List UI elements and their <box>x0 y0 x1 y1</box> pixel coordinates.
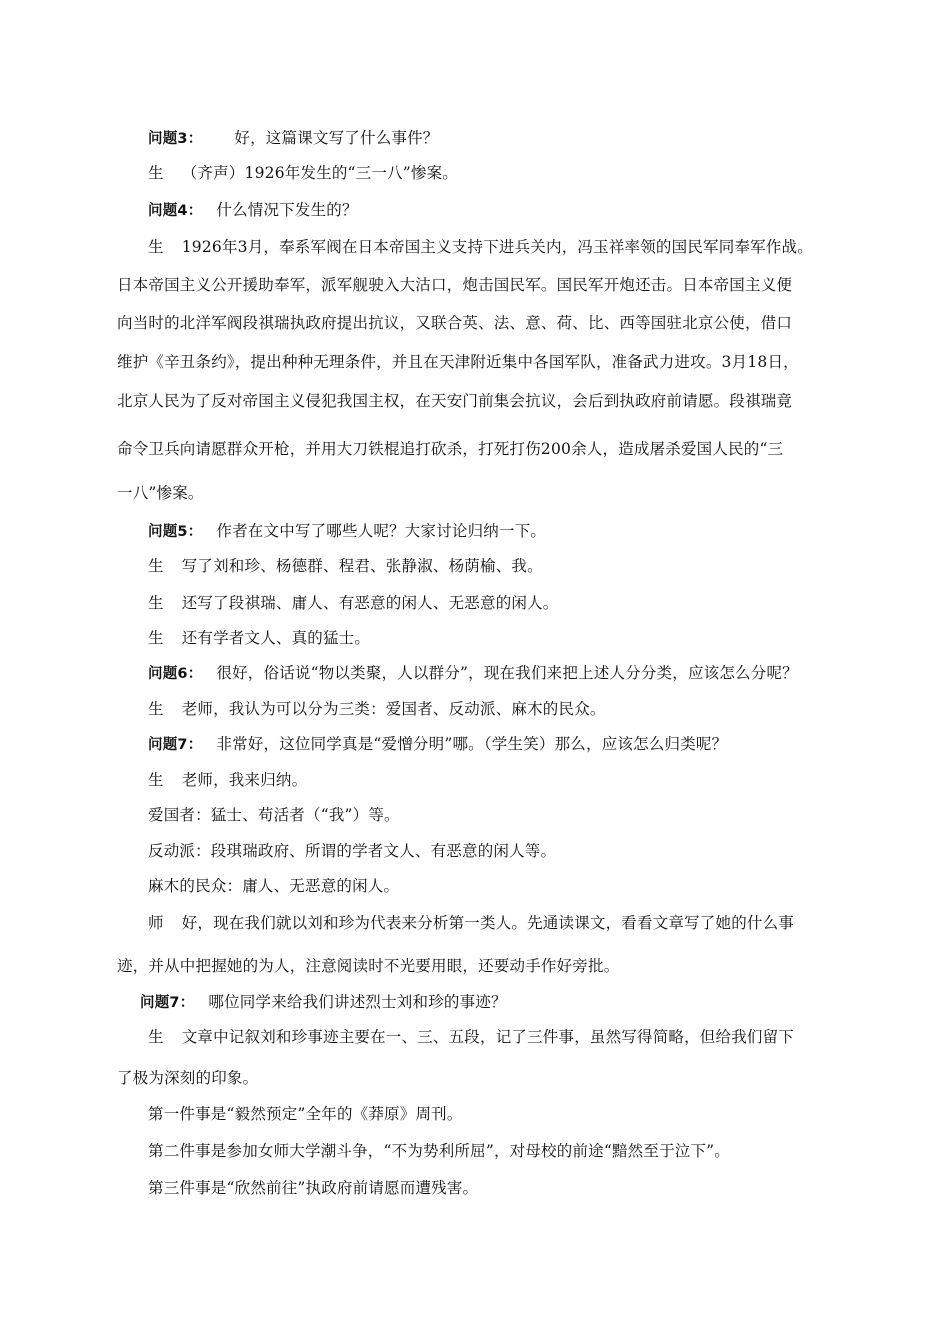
answer-3 <box>148 163 458 183</box>
event-first: 第一件事是“毅然预定”全年的《莽原》周刊。 <box>148 1105 463 1123</box>
answer-7b-line: 了极为深刻的印象。 <box>117 1069 259 1087</box>
answer-5b <box>148 593 559 613</box>
category-reactionaries: 反动派：段琪瑞政府、所谓的学者文人、有恶意的闲人等。 <box>148 842 557 860</box>
question-text: 哪位同学来给我们讲述烈士刘和珍的事迹？ <box>208 993 507 1011</box>
question-5 <box>148 521 546 542</box>
answer-4-line: 向当时的北洋军阀段祺瑞执政府提出抗议，又联合英、法、意、荷、比、西等国驻北京公使，借口 <box>117 314 793 332</box>
question-label: 问题5： <box>148 524 203 540</box>
question-7b <box>140 992 507 1013</box>
question-label: 问题6： <box>148 666 203 682</box>
speaker: 生 <box>148 557 164 575</box>
category-patriots: 爱国者：猛士、苟活者（“我”）等。 <box>148 806 400 824</box>
answer-7b-first-line <box>148 1027 794 1047</box>
speaker: 生 <box>148 629 164 647</box>
answer-text: 写了刘和珍、杨德群、程君、张静淑、杨荫榆、我。 <box>181 557 543 575</box>
speaker: 师 <box>148 914 164 932</box>
event-third: 第三件事是“欣然前往”执政府前请愿而遭残害。 <box>148 1179 479 1197</box>
question-label: 问题7： <box>148 737 203 753</box>
speaker: 生 <box>148 771 164 789</box>
event-second: 第二件事是参加女师大学潮斗争，“不为势利所屈”，对母校的前途“黯然至于泣下”。 <box>148 1142 730 1160</box>
speaker: 生 <box>148 594 164 612</box>
answer-7 <box>148 770 307 790</box>
question-text: 什么情况下发生的？ <box>216 201 358 219</box>
answer-4-line: 命令卫兵向请愿群众开枪，并用大刀铁棍追打砍杀，打死打伤200余人，造成屠杀爱国人民的“三 <box>117 440 784 458</box>
question-text: 作者在文中写了哪些人呢？大家讨论归纳一下。 <box>216 522 547 540</box>
answer-text: 老师，我认为可以分为三类：爱国者、反动派、麻木的民众。 <box>181 700 606 718</box>
question-4 <box>148 200 358 221</box>
question-text: 非常好，这位同学真是“爱憎分明”哪。（学生笑）那么，应该怎么归类呢？ <box>216 735 728 753</box>
answer-4-line: 北京人民为了反对帝国主义侵犯我国主权，在天安门前集会抗议，会后到执政府前请愿。段祺瑞竟 <box>117 392 793 410</box>
answer-text: 1926年3月，奉系军阀在日本帝国主义支持下进兵关内，冯玉祥率领的国民军同奉军作战。 <box>181 238 813 256</box>
question-label: 问题7： <box>140 995 195 1011</box>
answer-text: 文章中记叙刘和珍事迹主要在一、三、五段，记了三件事，虽然写得简略，但给我们留下 <box>181 1028 795 1046</box>
question-6 <box>148 663 798 684</box>
answer-text: 还写了段祺瑞、庸人、有恶意的闲人、无恶意的闲人。 <box>181 594 559 612</box>
teacher-remark-first-line <box>148 913 794 933</box>
question-3 <box>148 128 439 149</box>
answer-4-line: 维护《辛丑条约》，提出种种无理条件，并且在天津附近集中各国军队，准备武力进攻。3月18日， <box>117 353 799 371</box>
teacher-text: 好，现在我们就以刘和珍为代表来分析第一类人。先通读课文，看看文章写了她的什么事 <box>181 914 795 932</box>
answer-5a <box>148 556 543 576</box>
answer-4-line: 一八”惨案。 <box>117 484 204 502</box>
question-7 <box>148 734 727 755</box>
teacher-remark-line: 迹，并从中把握她的为人，注意阅读时不光要用眼，还要动手作好旁批。 <box>117 957 620 975</box>
answer-4-first-line <box>148 237 813 257</box>
answer-5c <box>148 628 370 648</box>
speaker: 生 <box>148 1028 164 1046</box>
speaker: 生 <box>148 238 164 256</box>
speaker: 生 <box>148 164 164 182</box>
question-label: 问题3： <box>148 131 203 147</box>
speaker: 生 <box>148 700 164 718</box>
answer-text: （齐声）1926年发生的“三一八”惨案。 <box>181 164 458 182</box>
answer-4-line: 日本帝国主义公开援助奉军，派军舰驶入大沽口，炮击国民军。国民军开炮还击。日本帝国主义便 <box>117 276 793 294</box>
question-text: 很好，俗话说“物以类聚，人以群分”，现在我们来把上述人分分类，应该怎么分呢？ <box>216 664 798 682</box>
answer-6 <box>148 699 606 719</box>
question-label: 问题4： <box>148 203 203 219</box>
category-numb-masses: 麻木的民众：庸人、无恶意的闲人。 <box>148 877 400 895</box>
answer-text: 老师，我来归纳。 <box>181 771 308 789</box>
answer-text: 还有学者文人、真的猛士。 <box>181 629 371 647</box>
question-text: 好，这篇课文写了什么事件？ <box>234 129 439 147</box>
